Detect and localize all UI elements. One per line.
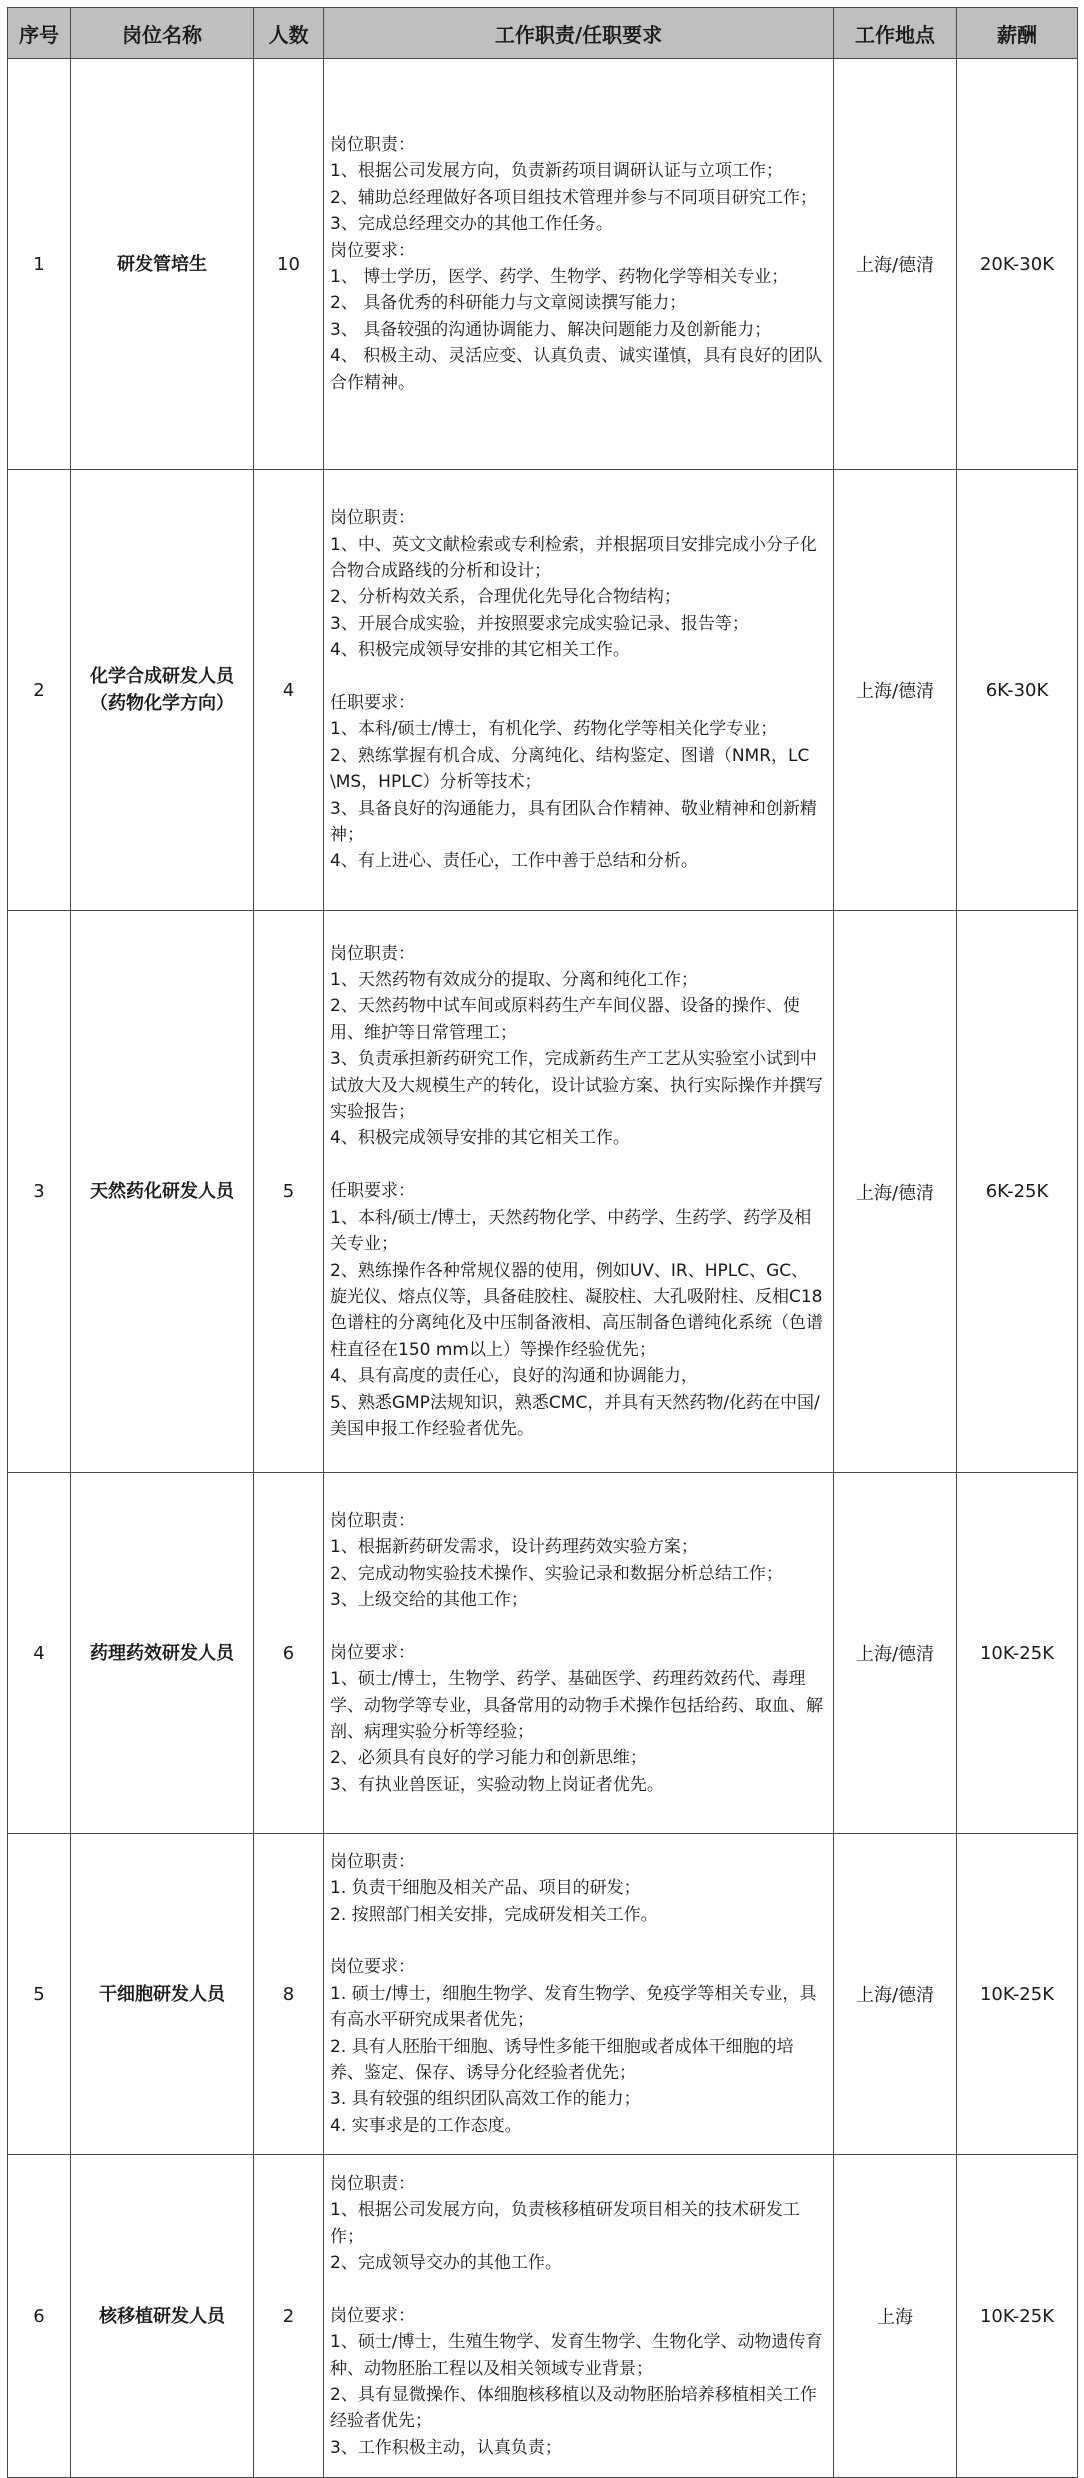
duty-line: 2、具有显微操作、体细胞核移植以及动物胚胎培养移植相关工作经验者优先； — [330, 2385, 817, 2432]
duty-line: 1、硕士/博士，生物学、药学、基础医学、药理药效药代、毒理学、动物学等专业，具备常用的动物手术操作包括给药、取血、解剖、病理实验分析等经验； — [330, 1669, 823, 1742]
headcount: 6 — [254, 1473, 324, 1834]
duty-line: 4. 实事求是的工作态度。 — [330, 2115, 522, 2136]
table-header-row — [8, 8, 1078, 59]
duty-line: 4、积极完成领导安排的其它相关工作。 — [330, 1128, 630, 1149]
header-location: 工作地点 — [834, 8, 957, 59]
row-index: 3 — [8, 911, 71, 1473]
duty-line: 3、完成总经理交办的其他工作任务。 — [330, 214, 613, 235]
duty-line: 岗位职责： — [330, 1851, 415, 1872]
duty-line: 1、根据新药研发需求，设计药理药效实验方案； — [330, 1537, 698, 1558]
position-title-line: 核移植研发人员 — [99, 2305, 225, 2327]
header-index: 序号 — [8, 8, 71, 59]
position-title — [71, 470, 254, 911]
duty-line — [330, 664, 825, 690]
duty-line: 1、中、英文文献检索或专利检索，并根据项目安排完成小分子化合物合成路线的分析和设计； — [330, 534, 817, 581]
table-row — [8, 911, 1078, 1473]
salary-range: 6K-30K — [957, 470, 1078, 911]
duty-line: 5、熟悉GMP法规知识，熟悉CMC，并具有天然药物/化药在中国/美国申报工作经验者优先。 — [330, 1392, 820, 1439]
table-row — [8, 1834, 1078, 2155]
duty-line: 岗位职责： — [330, 508, 415, 529]
duty-line: 4、积极完成领导安排的其它相关工作。 — [330, 640, 630, 661]
duty-line: 3、上级交给的其他工作； — [330, 1589, 528, 1610]
table-row — [8, 2155, 1078, 2478]
headcount: 5 — [254, 911, 324, 1473]
duty-line: 1. 硕士/博士，细胞生物学、发育生物学、免疫学等相关专业，具有高水平研究成果者优先； — [330, 1983, 817, 2031]
duty-line: 1、 博士学历，医学、药学、生物学、药物化学等相关专业； — [330, 267, 789, 287]
duty-line: 1、天然药物有效成分的提取、分离和纯化工作； — [330, 970, 698, 991]
duty-line: 1、本科/硕士/博士，有机化学、药物化学等相关化学专业； — [330, 719, 778, 740]
duty-line: 岗位要求： — [330, 1957, 415, 1978]
duty-line: 3、具备良好的沟通能力，具有团队合作精神、敬业精神和创新精神； — [330, 798, 817, 846]
position-title-line: 药理药效研发人员 — [90, 1642, 234, 1664]
salary-range: 10K-25K — [957, 2155, 1078, 2478]
duty-line — [330, 1152, 825, 1178]
duty-line: 任职要求： — [330, 1181, 415, 1202]
duty-line: 2、完成领导交办的其他工作。 — [330, 2252, 562, 2273]
duty-line: 1、根据公司发展方向，负责新药项目调研认证与立项工作； — [330, 161, 783, 182]
duty-line: 岗位要求： — [330, 1642, 415, 1663]
table-row — [8, 1473, 1078, 1834]
duty-line: 3、开展合成实验，并按照要求完成实验记录、报告等； — [330, 613, 749, 634]
header-salary: 薪酬 — [957, 8, 1078, 59]
duty-line: 1、硕士/博士，生殖生物学、发育生物学、生物化学、动物遗传育种、动物胚胎工程以及相关领域专业背景； — [330, 2332, 823, 2379]
header-duties: 工作职责/任职要求 — [324, 8, 834, 59]
position-title-line: 天然药化研发人员 — [90, 1181, 234, 1202]
header-count: 人数 — [254, 8, 324, 59]
salary-range: 6K-25K — [957, 911, 1078, 1473]
duty-line: 2、必须具有良好的学习能力和创新思维； — [330, 1748, 647, 1769]
position-title — [71, 2155, 254, 2478]
work-location: 上海/德清 — [834, 59, 957, 470]
duties-requirements — [324, 1834, 834, 2155]
duty-line: 2、天然药物中试车间或原料药生产车间仪器、设备的操作、使用、维护等日常管理工； — [330, 996, 800, 1043]
job-rows — [8, 59, 1078, 2478]
row-index: 1 — [8, 59, 71, 470]
work-location: 上海 — [834, 2155, 957, 2478]
duty-line: 4、有上进心、责任心，工作中善于总结和分析。 — [330, 851, 698, 872]
duty-line: 3、工作积极主动，认真负责； — [330, 2437, 562, 2458]
position-title-line: （药物化学方向） — [90, 693, 234, 714]
position-title — [71, 911, 254, 1473]
row-index: 5 — [8, 1834, 71, 2155]
duty-line: 岗位职责： — [330, 134, 415, 155]
duty-line: 2、完成动物实验技术操作、实验记录和数据分析总结工作； — [330, 1563, 783, 1584]
duty-line: 2、熟练掌握有机合成、分离纯化、结构鉴定、图谱（NMR，LC\MS，HPLC）分析等技术； — [330, 745, 810, 793]
salary-range: 10K-25K — [957, 1834, 1078, 2155]
row-index: 4 — [8, 1473, 71, 1834]
position-title-line: 化学合成研发人员 — [90, 666, 234, 687]
headcount: 10 — [254, 59, 324, 470]
salary-range: 20K-30K — [957, 59, 1078, 470]
position-title-line: 研发管培生 — [117, 253, 207, 275]
duty-line: 岗位职责： — [330, 943, 415, 964]
duty-line: 4、具有高度的责任心，良好的沟通和协调能力， — [330, 1366, 698, 1387]
duty-line: 4、 积极主动、灵活应变、认真负责、诚实谨慎，具有良好的团队合作精神。 — [330, 346, 823, 393]
position-title-line: 干细胞研发人员 — [99, 1983, 225, 2005]
duties-requirements — [324, 59, 834, 470]
duty-line: 任职要求： — [330, 692, 415, 713]
duty-line: 1、本科/硕士/博士，天然药物化学、中药学、生药学、药学及相关专业； — [330, 1207, 812, 1255]
header-title: 岗位名称 — [71, 8, 254, 59]
position-title — [71, 59, 254, 470]
duty-line: 2、 具备优秀的科研能力与文章阅读撰写能力； — [330, 293, 687, 314]
duty-line: 岗位职责： — [330, 2173, 415, 2194]
duties-requirements — [324, 2155, 834, 2478]
duty-line: 岗位要求： — [330, 240, 415, 261]
row-index: 2 — [8, 470, 71, 911]
duty-line — [330, 1613, 825, 1639]
duty-line — [330, 2276, 825, 2302]
work-location: 上海/德清 — [834, 1834, 957, 2155]
duties-requirements — [324, 470, 834, 911]
duty-line: 岗位要求： — [330, 2305, 415, 2326]
duty-line: 3、 具备较强的沟通协调能力、解决问题能力及创新能力； — [330, 319, 772, 340]
position-title — [71, 1473, 254, 1834]
job-table — [7, 7, 1078, 2478]
headcount: 2 — [254, 2155, 324, 2478]
duty-line: 岗位职责： — [330, 1510, 415, 1531]
duty-line — [330, 1928, 825, 1954]
duties-requirements — [324, 911, 834, 1473]
row-index: 6 — [8, 2155, 71, 2478]
duties-requirements — [324, 1473, 834, 1834]
work-location: 上海/德清 — [834, 911, 957, 1473]
duty-line: 2. 具有人胚胎干细胞、诱导性多能干细胞或者成体干细胞的培养、鉴定、保存、诱导分化经验者优先； — [330, 2036, 794, 2083]
duty-line: 1、根据公司发展方向，负责核移植研发项目相关的技术研发工作； — [330, 2200, 800, 2247]
work-location: 上海/德清 — [834, 1473, 957, 1834]
work-location: 上海/德清 — [834, 470, 957, 911]
headcount: 8 — [254, 1834, 324, 2155]
table-row — [8, 470, 1078, 911]
duty-line: 2、分析构效关系，合理优化先导化合物结构； — [330, 587, 681, 608]
duty-line: 1. 负责干细胞及相关产品、项目的研发； — [330, 1878, 641, 1899]
duty-line: 2、辅助总经理做好各项目组技术管理并参与不同项目研究工作； — [330, 187, 817, 208]
duty-line: 2. 按照部门相关安排，完成研发相关工作。 — [330, 1904, 658, 1925]
duty-line: 3、负责承担新药研究工作，完成新药生产工艺从实验室小试到中试放大及大规模生产的转化，设计试验方案、执行实际操作并撰写实验报告； — [330, 1049, 823, 1123]
table-row — [8, 59, 1078, 470]
duty-line: 3. 具有较强的组织团队高效工作的能力； — [330, 2089, 641, 2110]
duty-line: 2、熟练操作各种常规仪器的使用，例如UV、IR、HPLC、GC、旋光仪、熔点仪等，具备硅胶柱、凝胶柱、大孔吸附柱、反相C18色谱柱的分离纯化及中压制备液相、高压制备色谱纯化系统（色谱柱直径在150 mm以上）等操作经验优先； — [330, 1260, 823, 1360]
salary-range: 10K-25K — [957, 1473, 1078, 1834]
duty-line: 3、有执业兽医证，实验动物上岗证者优先。 — [330, 1774, 664, 1795]
headcount: 4 — [254, 470, 324, 911]
position-title — [71, 1834, 254, 2155]
